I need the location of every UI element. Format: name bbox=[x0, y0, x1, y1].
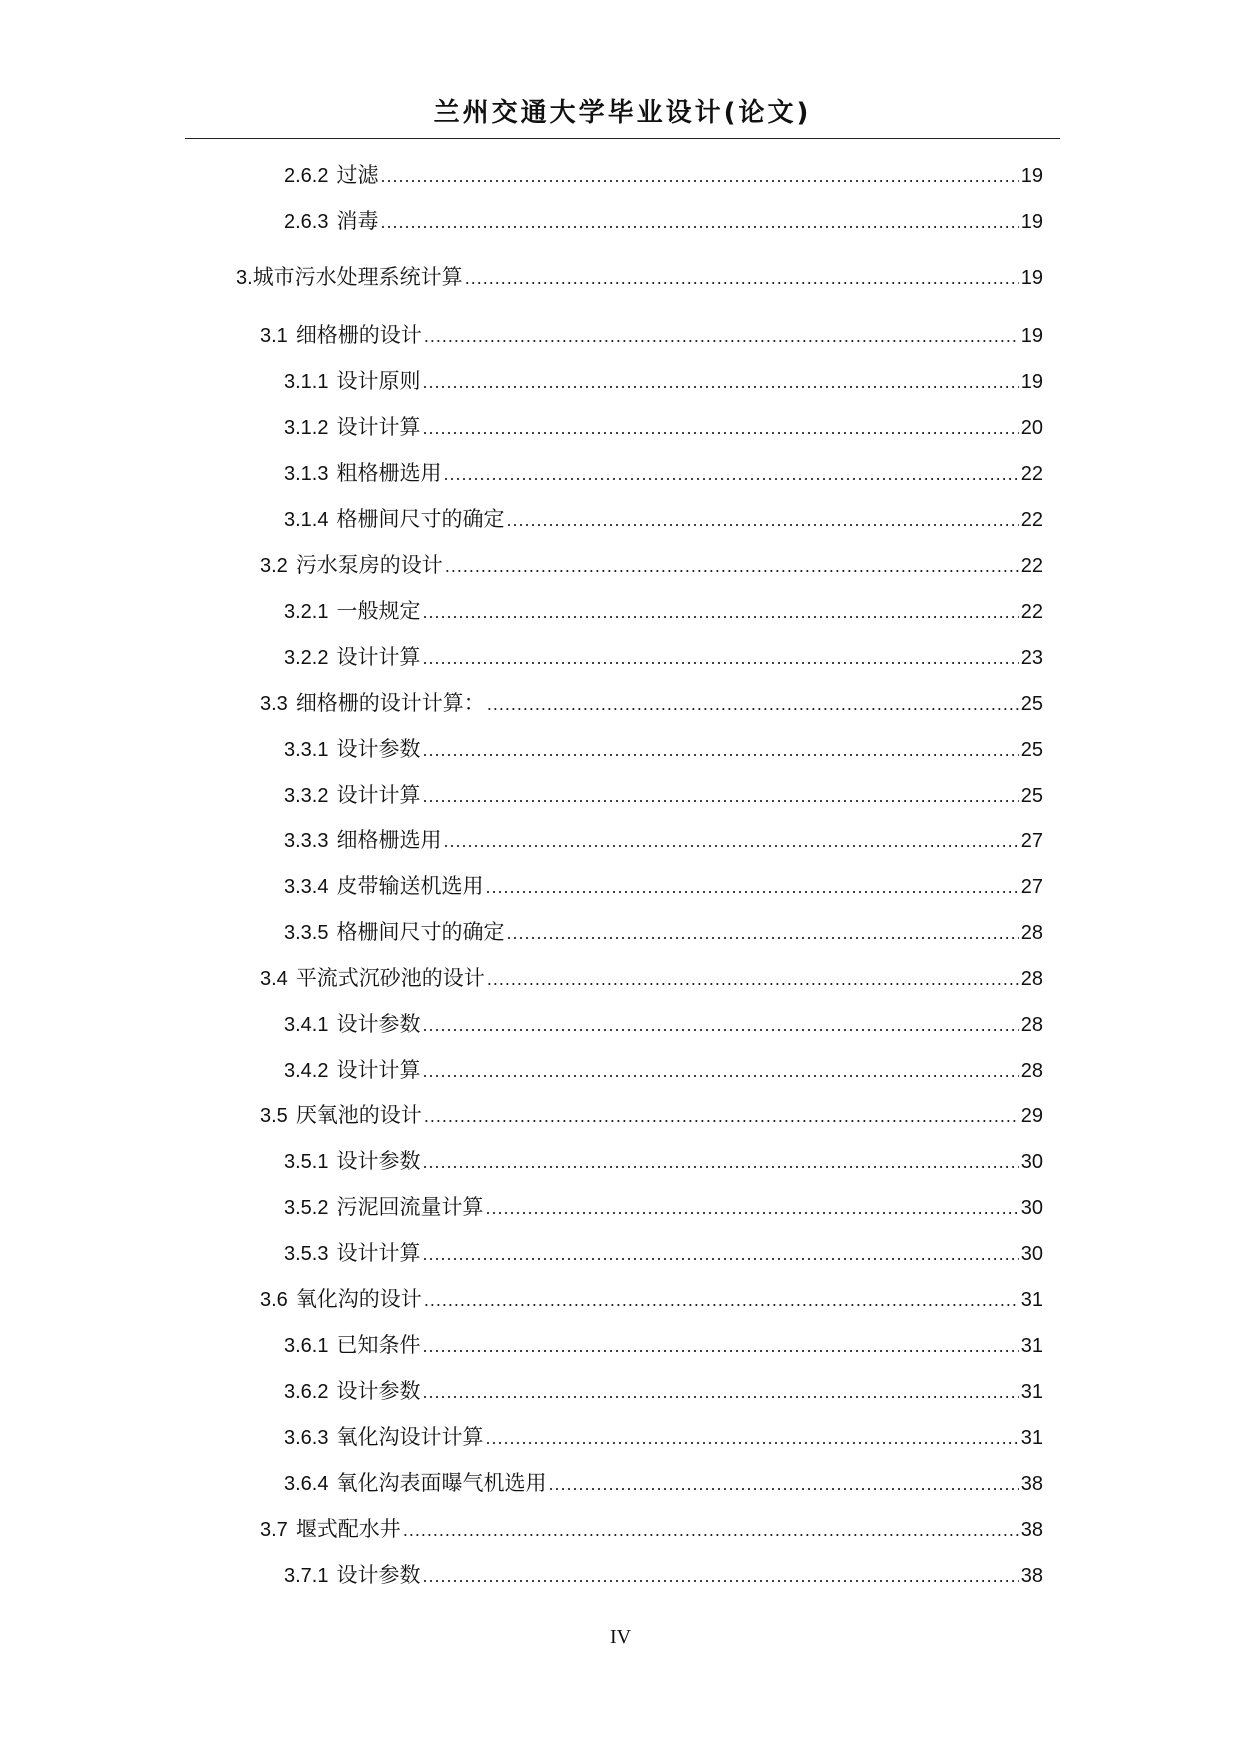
page-number: IV bbox=[609, 1626, 632, 1648]
toc-entry-number: 3.6.3 bbox=[284, 1427, 329, 1449]
toc-entry-number: 3.6 bbox=[260, 1289, 288, 1311]
toc-entry[interactable] bbox=[284, 1376, 1043, 1406]
toc-entry[interactable] bbox=[284, 596, 1043, 626]
toc-entry-title: 氧化沟表面曝气机选用 bbox=[336, 1471, 547, 1495]
toc-leader-dots bbox=[422, 1239, 1018, 1269]
toc-entry[interactable] bbox=[284, 412, 1043, 442]
toc-entry-title: 设计参数 bbox=[336, 1149, 421, 1173]
toc-entry[interactable] bbox=[236, 262, 1043, 292]
toc-leader-dots bbox=[485, 1193, 1018, 1223]
toc-entry[interactable] bbox=[284, 871, 1043, 901]
toc-leader-dots bbox=[380, 207, 1018, 237]
toc-entry-title: 设计计算 bbox=[336, 645, 421, 669]
toc-entry-number: 3.3.3 bbox=[284, 830, 329, 852]
toc-entry-title: 堰式配水井 bbox=[295, 1517, 401, 1541]
toc-leader-dots bbox=[487, 964, 1019, 994]
toc-entry-page: 28 bbox=[1020, 1060, 1043, 1082]
toc-entry-page: 22 bbox=[1020, 601, 1043, 623]
toc-entry-title: 设计计算 bbox=[336, 415, 421, 439]
toc-entry-title: 设计参数 bbox=[336, 737, 421, 761]
toc-entry-page: 19 bbox=[1020, 165, 1043, 187]
toc-entry[interactable] bbox=[260, 688, 1043, 718]
toc-entry-title: 设计参数 bbox=[336, 1563, 421, 1587]
toc-entry-page: 19 bbox=[1020, 325, 1043, 347]
toc-entry[interactable] bbox=[284, 1422, 1043, 1452]
toc-entry-title: 设计原则 bbox=[336, 369, 421, 393]
toc-entry-title: 设计参数 bbox=[336, 1012, 421, 1036]
toc-entry-number: 3. bbox=[236, 267, 253, 289]
toc-entry-number: 3.3.2 bbox=[284, 785, 329, 807]
toc-entry-title: 厌氧池的设计 bbox=[295, 1103, 422, 1127]
toc-entry-title: 设计参数 bbox=[336, 1379, 421, 1403]
toc-entry[interactable] bbox=[260, 1284, 1043, 1314]
toc-entry-page: 23 bbox=[1020, 647, 1043, 669]
toc-entry-page: 25 bbox=[1020, 785, 1043, 807]
toc-leader-dots bbox=[403, 1515, 1019, 1545]
toc-entry-number: 3.4.2 bbox=[284, 1060, 329, 1082]
toc-leader-dots bbox=[487, 689, 1019, 719]
toc-leader-dots bbox=[422, 781, 1018, 811]
toc-entry-page: 28 bbox=[1020, 922, 1043, 944]
toc-entry[interactable] bbox=[284, 825, 1043, 855]
toc-entry-number: 3.7 bbox=[260, 1519, 288, 1541]
toc-leader-dots bbox=[422, 643, 1018, 673]
toc-leader-dots bbox=[485, 872, 1018, 902]
toc-entry-page: 19 bbox=[1020, 371, 1043, 393]
toc-entry[interactable] bbox=[284, 1146, 1043, 1176]
toc-entry-title: 消毒 bbox=[336, 209, 379, 233]
toc-entry[interactable] bbox=[284, 917, 1043, 947]
toc-entry[interactable] bbox=[284, 458, 1043, 488]
toc-entry-number: 2.6.3 bbox=[284, 211, 329, 233]
toc-leader-dots bbox=[422, 1377, 1018, 1407]
toc-entry-title: 粗格栅选用 bbox=[336, 461, 442, 485]
toc-leader-dots bbox=[422, 1561, 1018, 1591]
toc-entry-title: 格栅间尺寸的确定 bbox=[336, 507, 505, 531]
toc-entry-page: 28 bbox=[1020, 968, 1043, 990]
toc-leader-dots bbox=[422, 1147, 1018, 1177]
toc-entry-number: 3.4.1 bbox=[284, 1014, 329, 1036]
toc-entry[interactable] bbox=[260, 1100, 1043, 1130]
toc-entry-page: 27 bbox=[1020, 830, 1043, 852]
toc-entry-number: 3.5.3 bbox=[284, 1243, 329, 1265]
toc-entry[interactable] bbox=[284, 1468, 1043, 1498]
toc-entry-page: 31 bbox=[1020, 1289, 1043, 1311]
toc-leader-dots bbox=[485, 1423, 1018, 1453]
toc-entry[interactable] bbox=[284, 1330, 1043, 1360]
toc-entry-page: 27 bbox=[1020, 876, 1043, 898]
toc-entry-page: 38 bbox=[1020, 1565, 1043, 1587]
toc-leader-dots bbox=[506, 505, 1018, 535]
toc-entry-page: 22 bbox=[1020, 509, 1043, 531]
toc-entry-title: 氧化沟的设计 bbox=[295, 1287, 422, 1311]
toc-entry-title: 平流式沉砂池的设计 bbox=[295, 966, 485, 990]
toc-entry[interactable] bbox=[284, 780, 1043, 810]
toc-leader-dots bbox=[443, 459, 1018, 489]
toc-entry-number: 3.3 bbox=[260, 693, 288, 715]
toc-leader-dots bbox=[422, 1056, 1018, 1086]
toc-entry-title: 细格栅选用 bbox=[336, 828, 442, 852]
toc-entry-number: 2.6.2 bbox=[284, 165, 329, 187]
toc-entry[interactable] bbox=[284, 160, 1043, 190]
toc-entry-number: 3.5 bbox=[260, 1105, 288, 1127]
toc-leader-dots bbox=[422, 597, 1018, 627]
toc-entry-number: 3.6.2 bbox=[284, 1381, 329, 1403]
toc-entry-page: 22 bbox=[1020, 555, 1043, 577]
toc-entry-page: 31 bbox=[1020, 1381, 1043, 1403]
toc-entry-number: 3.1 bbox=[260, 325, 288, 347]
toc-entry-number: 3.3.4 bbox=[284, 876, 329, 898]
toc-entry[interactable] bbox=[260, 1514, 1043, 1544]
toc-entry[interactable] bbox=[260, 320, 1043, 350]
toc-entry[interactable] bbox=[284, 1009, 1043, 1039]
toc-leader-dots bbox=[422, 1010, 1018, 1040]
toc-leader-dots bbox=[422, 735, 1018, 765]
toc-entry-number: 3.1.1 bbox=[284, 371, 329, 393]
toc-entry[interactable] bbox=[284, 504, 1043, 534]
toc-entry[interactable] bbox=[284, 1560, 1043, 1590]
toc-entry-page: 25 bbox=[1020, 739, 1043, 761]
toc-entry-page: 28 bbox=[1020, 1014, 1043, 1036]
toc-entry-title: 过滤 bbox=[336, 163, 379, 187]
toc-leader-dots bbox=[443, 826, 1018, 856]
toc-entry[interactable] bbox=[284, 206, 1043, 236]
toc-leader-dots bbox=[422, 1331, 1018, 1361]
toc-leader-dots bbox=[424, 321, 1019, 351]
toc-leader-dots bbox=[506, 918, 1018, 948]
toc-entry-page: 31 bbox=[1020, 1427, 1043, 1449]
toc-entry-title: 设计计算 bbox=[336, 783, 421, 807]
toc-entry-page: 19 bbox=[1020, 211, 1043, 233]
toc-entry-title: 城市污水处理系统计算 bbox=[252, 265, 463, 289]
toc-entry-page: 30 bbox=[1020, 1151, 1043, 1173]
toc-entry-title: 设计计算 bbox=[336, 1058, 421, 1082]
toc-entry-title: 一般规定 bbox=[336, 599, 421, 623]
toc-entry-page: 38 bbox=[1020, 1519, 1043, 1541]
toc-entry-page: 31 bbox=[1020, 1335, 1043, 1357]
page-header-title: 兰州交通大学毕业设计(论文) bbox=[433, 98, 812, 128]
toc-entry-page: 30 bbox=[1020, 1197, 1043, 1219]
toc-entry-title: 格栅间尺寸的确定 bbox=[336, 920, 505, 944]
toc-entry[interactable] bbox=[284, 642, 1043, 672]
toc-leader-dots bbox=[445, 551, 1019, 581]
toc-entry[interactable] bbox=[284, 1055, 1043, 1085]
toc-leader-dots bbox=[424, 1285, 1019, 1315]
toc-entry-title: 污泥回流量计算 bbox=[336, 1195, 484, 1219]
toc-entry-page: 25 bbox=[1020, 693, 1043, 715]
toc-entry-title: 细格栅的设计 bbox=[295, 323, 422, 347]
toc-entry-title: 设计计算 bbox=[336, 1241, 421, 1265]
toc-entry-number: 3.3.5 bbox=[284, 922, 329, 944]
toc-entry-title: 皮带输送机选用 bbox=[336, 874, 484, 898]
toc-entry-page: 19 bbox=[1020, 267, 1043, 289]
toc-leader-dots bbox=[422, 367, 1018, 397]
toc-entry-number: 3.2.2 bbox=[284, 647, 329, 669]
toc-entry[interactable] bbox=[284, 1238, 1043, 1268]
toc-entry-number: 3.6.4 bbox=[284, 1473, 329, 1495]
toc-entry-number: 3.2.1 bbox=[284, 601, 329, 623]
toc-entry[interactable] bbox=[284, 1192, 1043, 1222]
toc-entry-page: 30 bbox=[1020, 1243, 1043, 1265]
toc-leader-dots bbox=[380, 161, 1018, 191]
toc-entry-number: 3.3.1 bbox=[284, 739, 329, 761]
toc-leader-dots bbox=[424, 1101, 1019, 1131]
toc-entry-number: 3.5.1 bbox=[284, 1151, 329, 1173]
toc-entry-number: 3.5.2 bbox=[284, 1197, 329, 1219]
toc-entry-page: 38 bbox=[1020, 1473, 1043, 1495]
toc-entry[interactable] bbox=[260, 550, 1043, 580]
toc-entry-number: 3.2 bbox=[260, 555, 288, 577]
toc-leader-dots bbox=[422, 413, 1018, 443]
toc-leader-dots bbox=[548, 1469, 1018, 1499]
toc-entry-page: 20 bbox=[1020, 417, 1043, 439]
toc-entry-number: 3.1.3 bbox=[284, 463, 329, 485]
toc-leader-dots bbox=[465, 263, 1019, 293]
toc-entry-number: 3.6.1 bbox=[284, 1335, 329, 1357]
toc-entry-page: 29 bbox=[1020, 1105, 1043, 1127]
toc-entry-title: 已知条件 bbox=[336, 1333, 421, 1357]
toc-entry[interactable] bbox=[284, 734, 1043, 764]
toc-entry-number: 3.1.2 bbox=[284, 417, 329, 439]
toc-entry-title: 氧化沟设计计算 bbox=[336, 1425, 484, 1449]
toc-entry-page: 22 bbox=[1020, 463, 1043, 485]
toc-entry[interactable] bbox=[284, 366, 1043, 396]
toc-entry[interactable] bbox=[260, 963, 1043, 993]
toc-entry-title: 细格栅的设计计算： bbox=[295, 691, 485, 715]
toc-entry-title: 污水泵房的设计 bbox=[295, 553, 443, 577]
toc-entry-number: 3.4 bbox=[260, 968, 288, 990]
toc-entry-number: 3.7.1 bbox=[284, 1565, 329, 1587]
toc-entry-number: 3.1.4 bbox=[284, 509, 329, 531]
